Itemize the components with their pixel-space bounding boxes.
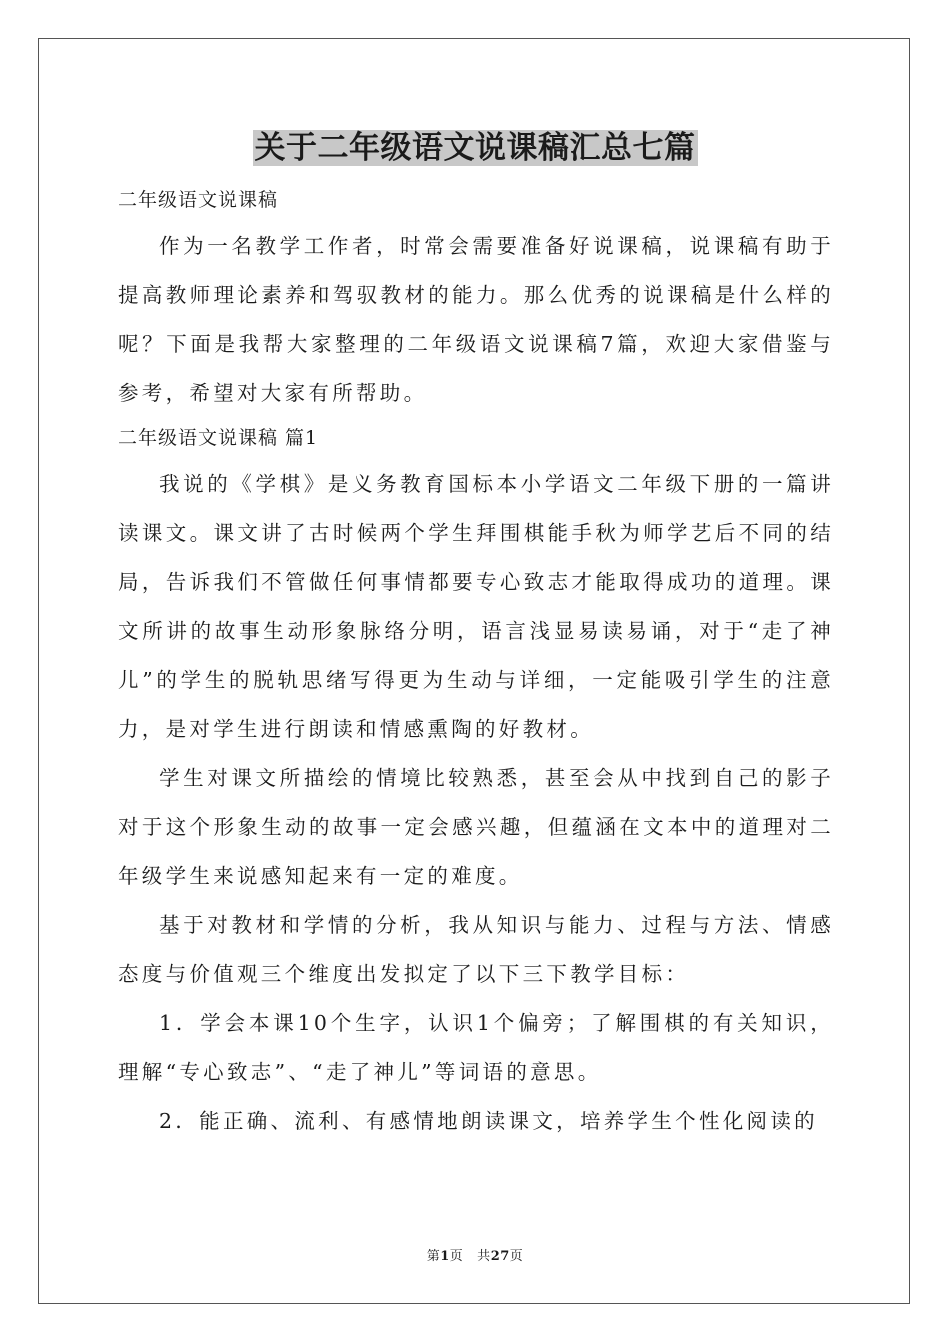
footer-total-pages: 27 — [490, 1249, 510, 1264]
body-paragraph: 学生对课文所描绘的情境比较熟悉，甚至会从中找到自己的影子对于这个形象生动的故事一定会感兴趣，但蕴涵在文本中的道理对二年级学生来说感知起来有一定的难度。 — [118, 766, 834, 888]
footer-page-number: 1 — [440, 1249, 450, 1264]
document-title-text: 关于二年级语文说课稿汇总七篇 — [254, 130, 696, 166]
heading-section-1: 二年级语文说课稿 篇1 — [118, 427, 319, 449]
footer-page-suffix: 页 — [449, 1249, 464, 1264]
document-title — [0, 126, 950, 170]
footer-prefix: 第 — [426, 1249, 441, 1264]
heading-intro: 二年级语文说课稿 — [118, 189, 279, 211]
footer-total-suffix: 页 — [509, 1249, 524, 1264]
document-body — [118, 180, 834, 1146]
body-paragraph: 我说的《学棋》是义务教育国标本小学语文二年级下册的一篇讲读课文。课文讲了古时候两个学生拜围棋能手秋为师学艺后不同的结局，告诉我们不管做任何事情都要专心致志才能取得成功的道理。课文所讲的故事生动形象脉络分明，语言浅显易读易诵，对于“走了神儿”的学生的脱轨思绪写得更为生动与详细，一定能吸引学生的注意力，是对学生进行朗读和情感熏陶的好教材。 — [118, 472, 834, 741]
intro-paragraph: 作为一名教学工作者，时常会需要准备好说课稿，说课稿有助于提高教师理论素养和驾驭教材的能力。那么优秀的说课稿是什么样的呢？下面是我帮大家整理的二年级语文说课稿7篇，欢迎大家借鉴与参考，希望对大家有所帮助。 — [118, 234, 834, 405]
footer-total-prefix: 共 — [477, 1249, 491, 1264]
objective-item: 1．学会本课10个生字，认识1个偏旁；了解围棋的有关知识，理解“专心致志”、“走了神儿”等词语的意思。 — [118, 1011, 834, 1084]
objective-item: 2．能正确、流利、有感情地朗读课文，培养学生个性化阅读的 — [159, 1109, 818, 1133]
page-footer — [0, 1248, 950, 1266]
body-paragraph: 基于对教材和学情的分析，我从知识与能力、过程与方法、情感态度与价值观三个维度出发拟定了以下三下教学目标： — [118, 913, 834, 986]
